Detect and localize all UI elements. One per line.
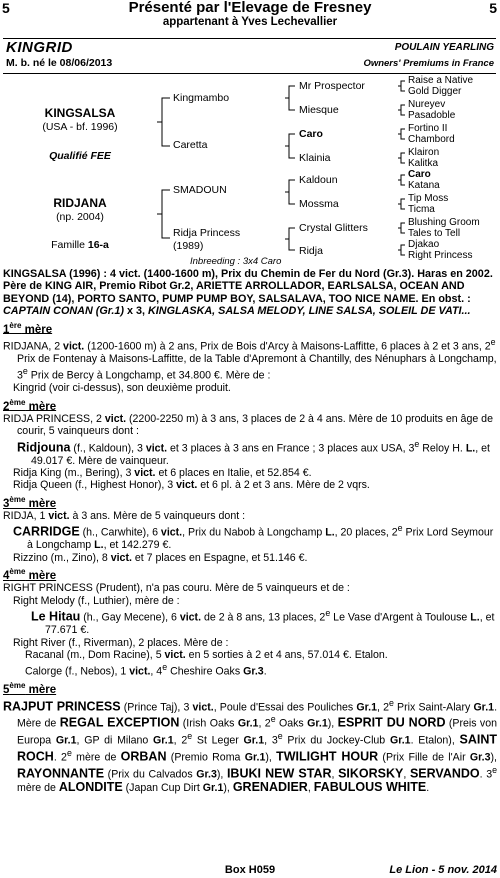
m5-ee: , [307,782,314,795]
m5-alondite: ALONDITE [58,780,123,795]
m4-r1-sup: e [325,608,331,619]
m5-ff: . [426,782,430,795]
fifth-dam-paragraph [3,697,497,795]
horse-name: KINGRID [6,39,73,56]
m1-p1d: Prix de Bercy à Longchamp, et 34.800 €. Mère de : [27,369,271,382]
m5-sup4: e [277,731,283,742]
hd4-word: mère [25,569,57,582]
m3-r1b: , Prix du Nabob à Longchamp [182,526,326,539]
horse-band [3,38,496,74]
m5-sikorsky: SIKORSKY [338,766,404,781]
lot-number-right: 5 [489,0,497,16]
consignor-title: Présenté par l'Elevage de Fresney [128,0,372,16]
hd3-word: mère [25,497,57,510]
m5-o: Prix du Jockey-Club [282,734,390,747]
g4-10: Katana [408,180,440,191]
m4-r3-vict: vict. [129,665,151,678]
m5-z: , [403,768,410,781]
m4-r3-sup: e [162,662,168,673]
hd4-sup: ème [9,567,26,577]
ridja-queen-entry [3,479,497,491]
m5-sup5: e [66,748,72,759]
m3-r2a: Rizzino (m., Zino), 8 [13,551,111,564]
m4-r1-L: L. [470,611,480,624]
m5-sup6: e [492,765,498,776]
sire-text-a: KINGSALSA (1996) : 4 vict. (1400-1600 m), Prix du Chemin de Fer du Nord (Gr.3). Haras en 2002. Père de KING AIR, Premio Ribot Gr.2, ARIETTE ARROLLADOR, EARLSALSA, OCEAN AND BEYOND (14), PORTO SANTO, PUMP PUMP BOY, SALSALAVA, TOO NICE NAME. En obst. : [3,268,493,305]
sire-text-b: CAPTAIN CONAN (Gr.1) [3,305,124,318]
m1-p1a: RIDJANA, 2 [3,340,64,353]
sale-location-date: Le Lion - 5 nov. 2014 [389,864,497,876]
g4-15: Djakao [408,239,440,250]
m2-r1a: (f., Kaldoun), 3 [70,442,146,455]
m2-r2b: et 6 places en Italie, et 52.854 €. [155,466,312,479]
m3-r1c: , 20 places, 2 [334,526,398,539]
g4-9: Caro [408,169,431,180]
m3-r2b: et 7 places en Espagne, et 51.146 €. [131,551,308,564]
g4-16: Right Princess [408,250,473,261]
first-dam-produce: Kingrid (voir ci-dessus), son deuxième produit. [13,382,231,395]
hd1-num: 1 [3,323,10,336]
m2-r1-vict: vict. [145,442,168,455]
m5-d: Prix Saint-Alary [393,701,474,714]
m5-twilight: TWILIGHT HOUR [276,749,379,764]
m5-h: Oaks [275,717,308,730]
m5-gr1-4: Gr.1 [307,717,328,730]
m5-sup3: e [187,731,193,742]
g4-5: Fortino II [408,123,448,134]
m5-vict: vict. [192,701,214,714]
m2-r2-vict: vict. [134,466,156,479]
horse-category: POULAIN YEARLING [394,42,494,53]
g4-11: Tip Moss [408,193,449,204]
hd2-sup: ème [9,397,26,407]
produce-record [3,268,497,795]
m2-r2a: Ridja King (m., Bering), 3 [13,466,135,479]
sire-text-c: x 3, [123,305,148,318]
m5-dd: ), [223,782,233,795]
m5-fabulous: FABULOUS WHITE [313,780,427,795]
m2-p1b: (2200-2250 m) à 3 ans, 3 places de 2 à 4 ans. Mère de 10 produits en âge de courir, 5 vainqueurs dont : [17,412,493,438]
hd2-num: 2 [3,400,10,413]
m2-r1-sup: e [414,438,420,449]
g3-7: Crystal Glitters [299,222,368,234]
m4-r2b: en 5 sorties à 2 et 4 ans, 57.014 €. Etalon. [185,648,388,661]
dam-name: RIDJANA [53,196,107,210]
m5-name: RAJPUT PRINCESS [3,699,121,714]
rizzino-entry [3,552,497,564]
box-number: Box H059 [224,864,276,876]
m5-sup1: e [388,697,394,708]
m5-p: . Etalon), [410,734,460,747]
m3-r1-L2: L. [94,539,104,552]
m5-gr1-10: Gr.1 [202,782,224,795]
m5-orban: ORBAN [120,749,167,764]
m4-r2-vict: vict. [164,648,186,661]
fifth-dam-heading [3,680,497,696]
m4-r3c: Cheshire Oaks [167,665,244,678]
m5-gr3-1: Gr.3 [469,751,491,764]
m5-v: ), [490,751,497,764]
m4-r2a: Racanal (m., Dom Racine), 5 [25,648,165,661]
le-hitau-name: Le Hitau [31,609,81,624]
calorge-entry [3,661,497,678]
m3-p1b: à 3 ans. Mère de 5 vainqueurs dont : [69,509,246,522]
m3-p1a: RIDJA, 1 [3,509,49,522]
ridja-king-entry [3,467,497,479]
m3-r1e: , et 142.279 €. [103,539,172,552]
hd2-word: mère [25,400,57,413]
m3-r2-vict: vict. [110,551,132,564]
racanal-entry [3,649,497,661]
m5-r: mère de [71,751,121,764]
sire-note: Qualifié FEE [49,150,111,162]
m5-gr1-3: Gr.1 [237,717,259,730]
ridjouna-name: Ridjouna [17,440,71,455]
m5-cc: (Japan Cup Dirt [122,782,203,795]
m2-r1c: Reloy H. [419,442,466,455]
first-dam-heading [3,320,497,336]
lot-number-left: 5 [2,0,10,16]
carridge-entry [3,522,497,551]
sire-name: KINGSALSA [44,106,116,120]
hd3-num: 3 [3,497,10,510]
m5-k: , GP di Milano [76,734,154,747]
hd1-sup: ère [9,320,22,330]
m5-saint: SAINT ROCH [17,732,498,764]
m5-ibuki: IBUKI NEW STAR [226,766,332,781]
m2-r3-vict: vict. [176,479,198,492]
g4-1: Raise a Native [408,75,474,86]
g2-smadoun: SMADOUN [173,184,227,196]
hd1-word: mère [21,323,53,336]
inbreeding-note: Inbreeding : 3x4 Caro [190,256,282,267]
hd5-word: mère [25,684,57,697]
m3-r1-L1: L. [325,526,335,539]
g3-6: Mossma [299,198,339,210]
m5-t: ), [265,751,277,764]
m5-q: . 2 [53,751,67,764]
owners-premiums: Owners' Premiums in France [363,58,494,69]
g4-4: Pasadoble [408,110,456,121]
owner-subtitle: appartenant à Yves Lechevallier [162,16,338,28]
m5-u: (Prix Fille de l'Air [378,751,470,764]
m2-r1d: , et 49.017 €. Mère de vainqueur. [31,442,490,467]
g4-3: Nureyev [408,99,446,110]
m5-e2: . Mère de [17,701,498,730]
right-river-entry: Right River (f., Riverman), 2 places. Mère de : [13,636,229,649]
g2-ridja-princess: Ridja Princess [173,227,241,239]
m5-gr3-2: Gr.3 [196,768,217,781]
m5-gr1-2: Gr.1 [473,701,495,714]
m5-l: , 2 [173,734,188,747]
g2-kingmambo: Kingmambo [173,92,230,104]
hd5-num: 5 [3,684,10,697]
fourth-dam-paragraph: RIGHT PRINCESS (Prudent), n'a pas couru. Mère de 5 vainqueurs et de : [3,582,350,595]
m5-bb: mère de [17,782,59,795]
m5-s: (Premio Roma [166,751,245,764]
m5-n: , 3 [264,734,278,747]
fourth-dam-heading [3,566,497,582]
m3-r1-vict: vict. [160,526,183,539]
m3-r1a: (h., Carwhite), 6 [79,526,161,539]
g4-6: Chambord [408,134,455,145]
sire-text-d: KINGLASKA, SALSA MELODY, LINE SALSA, SOLEIL DE VATI... [148,305,471,318]
m5-g: , 2 [258,717,271,730]
m5-b: , Poule d'Essai des Pouliches [213,701,357,714]
m5-esprit: ESPRIT DU NORD [337,715,446,730]
m5-servando: SERVANDO [409,766,480,781]
m3-vict: vict. [48,509,70,522]
sire-paragraph [3,268,497,318]
m5-w: (Prix du Calvados [104,768,197,781]
m5-aa: . 3 [479,768,493,781]
first-dam-paragraph [3,336,497,382]
m1-sup1: e [490,336,496,347]
g4-2: Gold Digger [408,86,462,97]
g3-3: Caro [299,128,323,140]
m5-rayon: RAYONNANTE [17,766,105,781]
sire-info: (USA - bf. 1996) [42,121,118,133]
m4-r1d: , et 77.671 €. [45,611,495,637]
g4-12: Ticma [408,204,435,215]
m4-r3-dot: . [263,665,267,678]
m3-r1d: Prix Lord Seymour à Longchamp [27,526,494,552]
carridge-name: CARRIDGE [13,524,80,539]
g4-8: Kalitka [408,158,439,169]
g3-5: Kaldoun [299,174,338,186]
m4-r3a: Calorge (f., Nebos), 1 [25,665,130,678]
m5-x: ), [216,768,227,781]
m2-r3b: et 6 pl. à 2 et 3 ans. Mère de 2 vqrs. [197,479,370,492]
hd3-sup: ème [9,494,26,504]
g4-14: Tales to Tell [408,228,461,239]
m4-r1-vict: vict. [179,611,202,624]
m5-y: , [331,768,339,781]
right-melody-entry: Right Melody (f., Luthier), mère de : [13,594,180,607]
dam-family-label: Famille [51,239,88,251]
m5-gr1-7: Gr.1 [243,734,265,747]
third-dam-paragraph [3,510,497,522]
g3-1: Mr Prospector [299,80,365,92]
page-footer [0,864,500,878]
ridjouna-entry [3,438,497,467]
m5-a: (Prince Taj), 3 [120,701,193,714]
m5-m: St Leger [192,734,244,747]
m5-gr1-1: Gr.1 [356,701,377,714]
le-hitau-entry [3,607,497,636]
m5-i: ), [327,717,338,730]
horse-info: M. b. né le 08/06/2013 [6,57,113,69]
m5-regal: REGAL EXCEPTION [59,715,180,730]
m1-sup2: e [22,366,28,377]
m1-vict: vict. [63,340,85,353]
page-header [0,0,500,32]
m4-r3-gr3: Gr.3 [243,665,264,678]
second-dam-paragraph [3,413,497,438]
dam-family-value: 16-a [87,239,109,251]
dam-info: (np. 2004) [56,211,104,223]
m4-r1a: (h., Gay Mecene), 6 [80,611,180,624]
m5-gr1-9: Gr.1 [244,751,266,764]
m2-p1a: RIDJA PRINCESS, 2 [3,412,105,425]
g2-ridja-princess-year: (1989) [173,240,204,252]
m5-grenadier: GRENADIER [232,780,308,795]
m5-sup2: e [270,714,276,725]
second-dam-heading [3,397,497,413]
m5-f: (Irish Oaks [179,717,238,730]
g3-8: Ridja [299,245,323,257]
m2-r3a: Ridja Queen (f., Highest Honor), 3 [13,479,177,492]
m1-p1c: Prix de Fontenay à Maisons-Laffitte, de la Table d'Apremont à Chantilly, des Nénuphars à Longchamp, 3 [17,352,497,382]
hd4-num: 4 [3,569,10,582]
m5-j: (Preis von Europa [17,717,498,747]
m4-r1b: de 2 à 8 ans, 13 places, 2 [201,611,326,624]
m2-r1b: et 3 places à 3 ans en France ; 3 places aux USA, 3 [167,442,415,455]
g4-7: Klairon [408,147,440,158]
m5-gr1-8: Gr.1 [389,734,411,747]
g4-13: Blushing Groom [408,217,480,228]
m5-c: , 2 [376,701,389,714]
g2-caretta: Caretta [173,139,208,151]
m4-r3b: , 4 [150,665,163,678]
pedigree-chart [0,74,500,266]
m2-vict: vict. [104,412,127,425]
g3-2: Miesque [299,104,339,116]
m1-p1b: (1200-1600 m) à 2 ans, Prix de Bois d'Arcy à Maisons-Laffitte, 6 places à 2 et 3 ans, 2 [84,340,491,353]
third-dam-heading [3,494,497,510]
m5-gr1-5: Gr.1 [55,734,77,747]
m2-r1-L: L. [465,442,476,455]
m3-r1-sup: e [397,523,403,534]
m4-r1c: Le Vase d'Argent à Toulouse [330,611,471,624]
m5-gr1-6: Gr.1 [153,734,174,747]
hd5-sup: ème [9,681,26,691]
g3-4: Klainia [299,152,331,164]
